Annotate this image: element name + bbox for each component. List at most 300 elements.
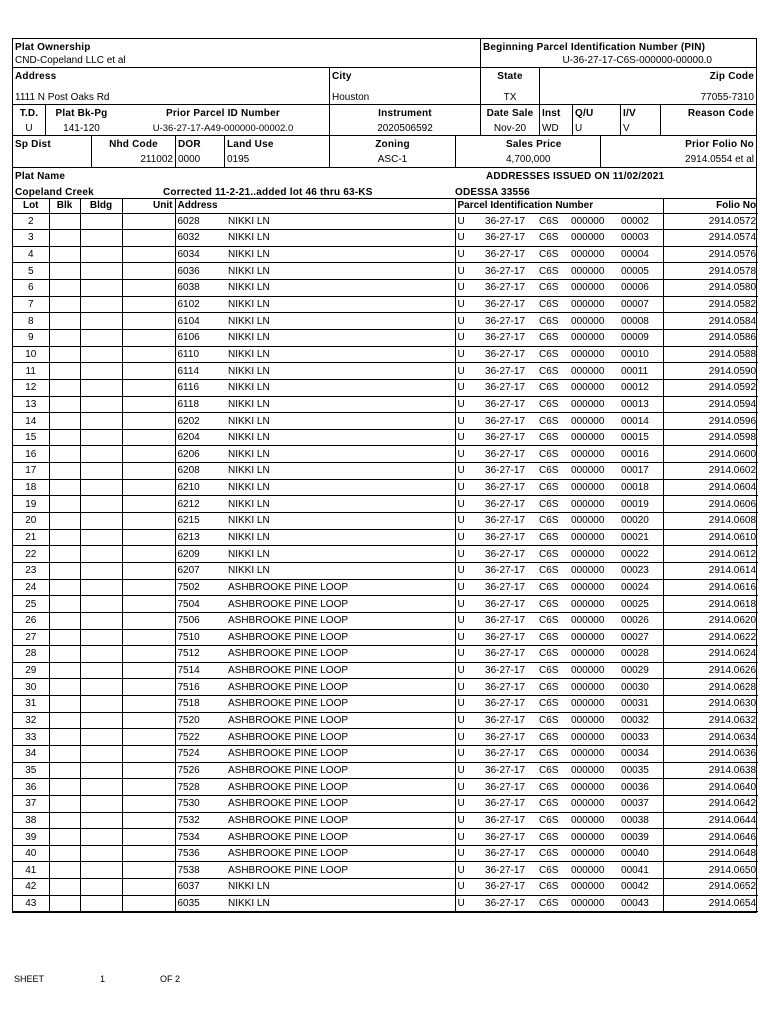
blk-cell bbox=[49, 862, 80, 879]
lot-number: 38 bbox=[13, 812, 49, 829]
pin-td: U bbox=[455, 629, 483, 646]
plat-name: Copeland Creek bbox=[15, 187, 94, 198]
folio-number: 2914.0648 bbox=[663, 845, 758, 862]
street-name: ASHBROOKE PINE LOOP bbox=[226, 762, 455, 779]
zip-label: Zip Code bbox=[709, 71, 754, 82]
folio-number: 2914.0650 bbox=[663, 862, 758, 879]
pin-section: 36-27-17 bbox=[483, 712, 537, 729]
pin-cell bbox=[480, 39, 756, 67]
table-row bbox=[13, 596, 758, 613]
table-row bbox=[13, 346, 758, 363]
bldg-cell bbox=[80, 296, 122, 313]
pin-td: U bbox=[455, 829, 483, 846]
table-row bbox=[13, 895, 758, 912]
street-name: ASHBROOKE PINE LOOP bbox=[226, 696, 455, 713]
folio-number: 2914.0640 bbox=[663, 779, 758, 796]
owner-address: 1111 N Post Oaks Rd bbox=[15, 92, 110, 103]
pin-section: 36-27-17 bbox=[483, 463, 537, 480]
folio-number: 2914.0614 bbox=[663, 562, 758, 579]
blk-cell bbox=[49, 679, 80, 696]
blk-cell bbox=[49, 546, 80, 563]
address-number: 6209 bbox=[175, 546, 226, 563]
address-number: 7534 bbox=[175, 829, 226, 846]
folio-number: 2914.0636 bbox=[663, 746, 758, 763]
table-row bbox=[13, 379, 758, 396]
col-bldg: Bldg bbox=[80, 199, 122, 213]
bldg-cell bbox=[80, 546, 122, 563]
lot-number: 23 bbox=[13, 562, 49, 579]
table-row bbox=[13, 762, 758, 779]
lot-number: 33 bbox=[13, 729, 49, 746]
bldg-cell bbox=[80, 612, 122, 629]
unit-cell bbox=[122, 429, 175, 446]
pin-lot: 00028 bbox=[619, 646, 663, 663]
pin-subdivision: C6S bbox=[537, 263, 569, 280]
datesale-cell bbox=[480, 105, 539, 135]
blk-cell bbox=[49, 429, 80, 446]
pin-block: 000000 bbox=[569, 313, 619, 330]
unit-cell bbox=[122, 513, 175, 530]
pin-td: U bbox=[455, 546, 483, 563]
address-number: 7522 bbox=[175, 729, 226, 746]
table-row bbox=[13, 812, 758, 829]
pin-block: 000000 bbox=[569, 696, 619, 713]
folio-number: 2914.0618 bbox=[663, 596, 758, 613]
pin-subdivision: C6S bbox=[537, 513, 569, 530]
plat-sheet bbox=[12, 38, 757, 913]
folio-number: 2914.0654 bbox=[663, 895, 758, 912]
pin-td: U bbox=[455, 230, 483, 247]
address-number: 6208 bbox=[175, 463, 226, 480]
folio-number: 2914.0580 bbox=[663, 280, 758, 297]
street-name: ASHBROOKE PINE LOOP bbox=[226, 712, 455, 729]
lot-number: 29 bbox=[13, 662, 49, 679]
bldg-cell bbox=[80, 363, 122, 380]
lots-table bbox=[13, 199, 758, 912]
pin-block: 000000 bbox=[569, 746, 619, 763]
pin-section: 36-27-17 bbox=[483, 629, 537, 646]
folio-number: 2914.0642 bbox=[663, 795, 758, 812]
pin-td: U bbox=[455, 529, 483, 546]
pin-block: 000000 bbox=[569, 446, 619, 463]
lot-number: 5 bbox=[13, 263, 49, 280]
inst-cell bbox=[539, 105, 572, 135]
dor-cell bbox=[175, 136, 224, 167]
street-name: ASHBROOKE PINE LOOP bbox=[226, 596, 455, 613]
dor-value: 0000 bbox=[178, 154, 201, 165]
folio-number: 2914.0592 bbox=[663, 379, 758, 396]
unit-cell bbox=[122, 746, 175, 763]
address-number: 6110 bbox=[175, 346, 226, 363]
pin-td: U bbox=[455, 879, 483, 896]
lot-number: 26 bbox=[13, 612, 49, 629]
blk-cell bbox=[49, 363, 80, 380]
unit-cell bbox=[122, 696, 175, 713]
street-name: ASHBROOKE PINE LOOP bbox=[226, 862, 455, 879]
street-name: NIKKI LN bbox=[226, 413, 455, 430]
correction-note: Corrected 11-2-21..added lot 46 thru 63-KS bbox=[163, 187, 373, 198]
unit-cell bbox=[122, 895, 175, 912]
lot-number: 40 bbox=[13, 845, 49, 862]
address-number: 6206 bbox=[175, 446, 226, 463]
pin-td: U bbox=[455, 429, 483, 446]
lot-number: 7 bbox=[13, 296, 49, 313]
folio-number: 2914.0588 bbox=[663, 346, 758, 363]
address-number: 7512 bbox=[175, 646, 226, 663]
pin-td: U bbox=[455, 662, 483, 679]
table-row bbox=[13, 513, 758, 530]
street-name: NIKKI LN bbox=[226, 879, 455, 896]
pin-section: 36-27-17 bbox=[483, 379, 537, 396]
lot-number: 19 bbox=[13, 496, 49, 513]
pin-lot: 00041 bbox=[619, 862, 663, 879]
pin-subdivision: C6S bbox=[537, 529, 569, 546]
pin-td: U bbox=[455, 379, 483, 396]
street-name: NIKKI LN bbox=[226, 263, 455, 280]
address-number: 7506 bbox=[175, 612, 226, 629]
pin-td: U bbox=[455, 213, 483, 230]
landuse-value: 0195 bbox=[227, 154, 250, 165]
pin-block: 000000 bbox=[569, 612, 619, 629]
bldg-cell bbox=[80, 596, 122, 613]
folio-number: 2914.0586 bbox=[663, 329, 758, 346]
pin-block: 000000 bbox=[569, 779, 619, 796]
bldg-cell bbox=[80, 712, 122, 729]
pin-subdivision: C6S bbox=[537, 612, 569, 629]
inst-label: Inst bbox=[542, 108, 561, 119]
lot-number: 20 bbox=[13, 513, 49, 530]
pin-block: 000000 bbox=[569, 413, 619, 430]
owner-zip: 77055-7310 bbox=[700, 92, 754, 103]
table-row bbox=[13, 246, 758, 263]
pin-subdivision: C6S bbox=[537, 779, 569, 796]
address-number: 6215 bbox=[175, 513, 226, 530]
inst-value: WD bbox=[542, 123, 559, 134]
unit-cell bbox=[122, 662, 175, 679]
unit-cell bbox=[122, 829, 175, 846]
pin-section: 36-27-17 bbox=[483, 845, 537, 862]
pin-td: U bbox=[455, 396, 483, 413]
lot-number: 24 bbox=[13, 579, 49, 596]
street-name: NIKKI LN bbox=[226, 230, 455, 247]
pin-lot: 00038 bbox=[619, 812, 663, 829]
pin-td: U bbox=[455, 363, 483, 380]
pin-subdivision: C6S bbox=[537, 396, 569, 413]
street-name: ASHBROOKE PINE LOOP bbox=[226, 646, 455, 663]
pin-lot: 00021 bbox=[619, 529, 663, 546]
pin-subdivision: C6S bbox=[537, 662, 569, 679]
pin-td: U bbox=[455, 845, 483, 862]
unit-cell bbox=[122, 879, 175, 896]
pin-td: U bbox=[455, 313, 483, 330]
address-number: 6207 bbox=[175, 562, 226, 579]
folio-number: 2914.0572 bbox=[663, 213, 758, 230]
qu-value: U bbox=[575, 123, 583, 134]
pin-label: Beginning Parcel Identification Number (PIN) bbox=[483, 42, 706, 53]
pin-subdivision: C6S bbox=[537, 463, 569, 480]
blk-cell bbox=[49, 629, 80, 646]
table-row bbox=[13, 696, 758, 713]
address-number: 7526 bbox=[175, 762, 226, 779]
folio-number: 2914.0644 bbox=[663, 812, 758, 829]
blk-cell bbox=[49, 779, 80, 796]
address-number: 6104 bbox=[175, 313, 226, 330]
lot-number: 39 bbox=[13, 829, 49, 846]
pin-block: 000000 bbox=[569, 213, 619, 230]
pin-block: 000000 bbox=[569, 562, 619, 579]
street-name: ASHBROOKE PINE LOOP bbox=[226, 729, 455, 746]
pin-td: U bbox=[455, 612, 483, 629]
folio-number: 2914.0628 bbox=[663, 679, 758, 696]
blk-cell bbox=[49, 496, 80, 513]
sheet-of: OF 2 bbox=[160, 974, 181, 984]
lot-number: 16 bbox=[13, 446, 49, 463]
pin-lot: 00040 bbox=[619, 845, 663, 862]
pin-subdivision: C6S bbox=[537, 446, 569, 463]
pin-block: 000000 bbox=[569, 529, 619, 546]
pin-td: U bbox=[455, 646, 483, 663]
bldg-cell bbox=[80, 579, 122, 596]
pin-section: 36-27-17 bbox=[483, 329, 537, 346]
address-number: 6028 bbox=[175, 213, 226, 230]
platbk-value: 141-120 bbox=[63, 123, 100, 134]
table-row bbox=[13, 829, 758, 846]
pin-lot: 00029 bbox=[619, 662, 663, 679]
pin-section: 36-27-17 bbox=[483, 263, 537, 280]
unit-cell bbox=[122, 779, 175, 796]
unit-cell bbox=[122, 596, 175, 613]
pin-block: 000000 bbox=[569, 230, 619, 247]
bldg-cell bbox=[80, 479, 122, 496]
pin-td: U bbox=[455, 812, 483, 829]
street-name: NIKKI LN bbox=[226, 429, 455, 446]
bldg-cell bbox=[80, 346, 122, 363]
nhd-value: 211002 bbox=[140, 154, 173, 165]
pin-td: U bbox=[455, 513, 483, 530]
sheet-number: 1 bbox=[100, 974, 106, 984]
unit-cell bbox=[122, 712, 175, 729]
pin-lot: 00042 bbox=[619, 879, 663, 896]
spdist-cell bbox=[13, 136, 91, 167]
pin-lot: 00026 bbox=[619, 612, 663, 629]
table-row bbox=[13, 496, 758, 513]
pin-subdivision: C6S bbox=[537, 895, 569, 912]
folio-number: 2914.0630 bbox=[663, 696, 758, 713]
pin-section: 36-27-17 bbox=[483, 596, 537, 613]
pin-block: 000000 bbox=[569, 513, 619, 530]
folio-number: 2914.0576 bbox=[663, 246, 758, 263]
street-name: ASHBROOKE PINE LOOP bbox=[226, 612, 455, 629]
lot-number: 8 bbox=[13, 313, 49, 330]
pin-section: 36-27-17 bbox=[483, 729, 537, 746]
city-label: City bbox=[332, 71, 352, 82]
pin-block: 000000 bbox=[569, 546, 619, 563]
pin-block: 000000 bbox=[569, 396, 619, 413]
street-name: NIKKI LN bbox=[226, 529, 455, 546]
pin-block: 000000 bbox=[569, 596, 619, 613]
pin-section: 36-27-17 bbox=[483, 879, 537, 896]
folio-number: 2914.0574 bbox=[663, 230, 758, 247]
bldg-cell bbox=[80, 879, 122, 896]
pin-section: 36-27-17 bbox=[483, 746, 537, 763]
address-number: 7510 bbox=[175, 629, 226, 646]
iv-cell bbox=[620, 105, 660, 135]
blk-cell bbox=[49, 746, 80, 763]
salesprice-label: Sales Price bbox=[506, 139, 562, 150]
pin-subdivision: C6S bbox=[537, 329, 569, 346]
nhd-cell bbox=[91, 136, 175, 167]
address-number: 7536 bbox=[175, 845, 226, 862]
folio-number: 2914.0604 bbox=[663, 479, 758, 496]
lot-number: 3 bbox=[13, 230, 49, 247]
pin-td: U bbox=[455, 895, 483, 912]
pin-section: 36-27-17 bbox=[483, 579, 537, 596]
address-number: 7516 bbox=[175, 679, 226, 696]
folio-number: 2914.0578 bbox=[663, 263, 758, 280]
spdist-label: Sp Dist bbox=[15, 139, 51, 150]
unit-cell bbox=[122, 612, 175, 629]
pin-lot: 00007 bbox=[619, 296, 663, 313]
pin-lot: 00020 bbox=[619, 513, 663, 530]
bldg-cell bbox=[80, 513, 122, 530]
pin-lot: 00030 bbox=[619, 679, 663, 696]
lot-number: 6 bbox=[13, 280, 49, 297]
address-number: 7520 bbox=[175, 712, 226, 729]
table-row bbox=[13, 329, 758, 346]
col-folio: Folio No bbox=[663, 199, 758, 213]
street-name: NIKKI LN bbox=[226, 546, 455, 563]
reason-cell bbox=[660, 105, 756, 135]
street-name: ASHBROOKE PINE LOOP bbox=[226, 679, 455, 696]
unit-cell bbox=[122, 246, 175, 263]
blk-cell bbox=[49, 329, 80, 346]
street-name: ASHBROOKE PINE LOOP bbox=[226, 579, 455, 596]
street-name: ASHBROOKE PINE LOOP bbox=[226, 662, 455, 679]
pin-subdivision: C6S bbox=[537, 296, 569, 313]
bldg-cell bbox=[80, 746, 122, 763]
address-number: 6102 bbox=[175, 296, 226, 313]
zoning-cell bbox=[329, 136, 455, 167]
blk-cell bbox=[49, 712, 80, 729]
col-unit: Unit bbox=[122, 199, 175, 213]
blk-cell bbox=[49, 313, 80, 330]
bldg-cell bbox=[80, 429, 122, 446]
folio-number: 2914.0646 bbox=[663, 829, 758, 846]
unit-cell bbox=[122, 646, 175, 663]
state-cell bbox=[480, 68, 539, 104]
blk-cell bbox=[49, 396, 80, 413]
lot-number: 32 bbox=[13, 712, 49, 729]
folio-number: 2914.0620 bbox=[663, 612, 758, 629]
address-number: 6038 bbox=[175, 280, 226, 297]
blk-cell bbox=[49, 213, 80, 230]
pin-block: 000000 bbox=[569, 263, 619, 280]
folio-number: 2914.0600 bbox=[663, 446, 758, 463]
pin-td: U bbox=[455, 463, 483, 480]
blk-cell bbox=[49, 296, 80, 313]
lot-number: 11 bbox=[13, 363, 49, 380]
address-number: 7524 bbox=[175, 746, 226, 763]
pin-subdivision: C6S bbox=[537, 729, 569, 746]
pin-td: U bbox=[455, 795, 483, 812]
col-blk: Blk bbox=[49, 199, 80, 213]
table-row bbox=[13, 612, 758, 629]
lot-number: 14 bbox=[13, 413, 49, 430]
pin-block: 000000 bbox=[569, 346, 619, 363]
unit-cell bbox=[122, 363, 175, 380]
street-name: NIKKI LN bbox=[226, 213, 455, 230]
lot-number: 18 bbox=[13, 479, 49, 496]
pin-section: 36-27-17 bbox=[483, 862, 537, 879]
lot-number: 30 bbox=[13, 679, 49, 696]
pin-block: 000000 bbox=[569, 246, 619, 263]
table-row bbox=[13, 396, 758, 413]
pin-block: 000000 bbox=[569, 812, 619, 829]
street-name: ASHBROOKE PINE LOOP bbox=[226, 629, 455, 646]
pin-subdivision: C6S bbox=[537, 795, 569, 812]
blk-cell bbox=[49, 246, 80, 263]
instrument-label: Instrument bbox=[378, 108, 432, 119]
pin-section: 36-27-17 bbox=[483, 513, 537, 530]
pin-block: 000000 bbox=[569, 679, 619, 696]
table-row bbox=[13, 879, 758, 896]
unit-cell bbox=[122, 762, 175, 779]
address-cell bbox=[13, 68, 329, 104]
street-name: NIKKI LN bbox=[226, 479, 455, 496]
lot-number: 21 bbox=[13, 529, 49, 546]
pin-section: 36-27-17 bbox=[483, 829, 537, 846]
folio-number: 2914.0632 bbox=[663, 712, 758, 729]
street-name: ASHBROOKE PINE LOOP bbox=[226, 779, 455, 796]
pin-lot: 00017 bbox=[619, 463, 663, 480]
pin-subdivision: C6S bbox=[537, 879, 569, 896]
unit-cell bbox=[122, 396, 175, 413]
lot-number: 12 bbox=[13, 379, 49, 396]
platbk-label: Plat Bk-Pg bbox=[55, 108, 108, 119]
pin-td: U bbox=[455, 596, 483, 613]
blk-cell bbox=[49, 529, 80, 546]
pin-lot: 00005 bbox=[619, 263, 663, 280]
folio-number: 2914.0598 bbox=[663, 429, 758, 446]
table-row bbox=[13, 729, 758, 746]
lot-number: 34 bbox=[13, 746, 49, 763]
pin-td: U bbox=[455, 696, 483, 713]
datesale-value: Nov-20 bbox=[493, 123, 527, 134]
blk-cell bbox=[49, 845, 80, 862]
lot-number: 42 bbox=[13, 879, 49, 896]
table-row bbox=[13, 679, 758, 696]
owner-city: Houston bbox=[332, 92, 370, 103]
unit-cell bbox=[122, 230, 175, 247]
bldg-cell bbox=[80, 829, 122, 846]
table-row bbox=[13, 363, 758, 380]
unit-cell bbox=[122, 795, 175, 812]
pin-block: 000000 bbox=[569, 496, 619, 513]
bldg-cell bbox=[80, 762, 122, 779]
city-zip: ODESSA 33556 bbox=[455, 187, 530, 198]
address-number: 6035 bbox=[175, 895, 226, 912]
lot-number: 10 bbox=[13, 346, 49, 363]
address-number: 6213 bbox=[175, 529, 226, 546]
folio-number: 2914.0610 bbox=[663, 529, 758, 546]
street-name: NIKKI LN bbox=[226, 513, 455, 530]
pin-lot: 00012 bbox=[619, 379, 663, 396]
ownership-row bbox=[13, 39, 756, 68]
pin-block: 000000 bbox=[569, 829, 619, 846]
priorfolio-value: 2914.0554 et al bbox=[685, 154, 754, 165]
owner-state: TX bbox=[503, 92, 517, 103]
bldg-cell bbox=[80, 562, 122, 579]
